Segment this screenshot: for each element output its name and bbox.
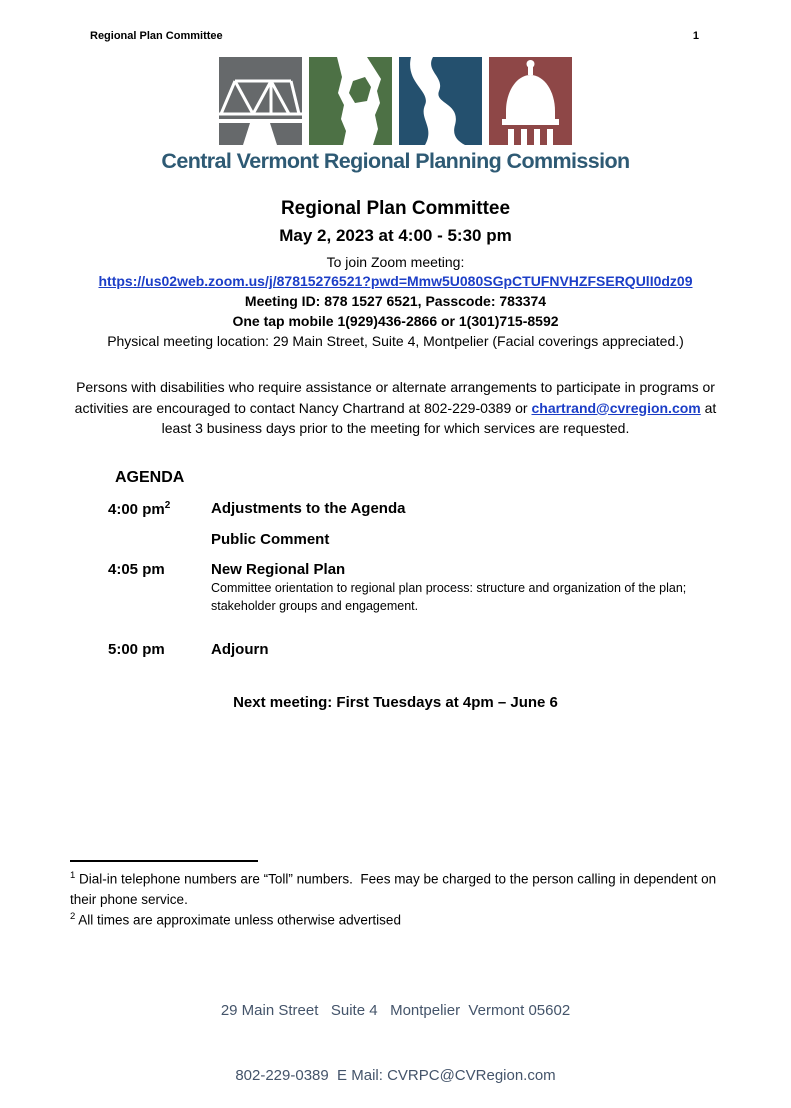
agenda-section <box>108 469 791 658</box>
footnote-1: $^1$ Dial-in telephone numbers are “Toll” numbers. Fees may be charged to the person calling in dependent on their phone service. <box>70 870 720 907</box>
accessibility-text-before: Persons with disabilities who require assistance or alternate arrangements to participate in programs or activities are encouraged to contact Nancy Chartrand at 802-229-0389 or <box>74 379 715 416</box>
logo-panels <box>0 57 791 145</box>
logo-caption: Central Vermont Regional Planning Commission <box>161 149 630 173</box>
cvrpc-logo <box>0 0 791 174</box>
next-meeting-note: Next meeting: First Tuesdays at 4pm – June 6 <box>233 694 558 712</box>
agenda-item <box>108 500 791 518</box>
agenda-item-title: New Regional Plan Committee orientation to regional plan process: structure and organization of the plan; stakeholder groups and engagement. <box>211 561 691 615</box>
agenda-item-title: Adjustments to the Agenda <box>211 500 406 518</box>
page-number: 1 <box>692 30 699 42</box>
agenda-item-time: 4:05 pm <box>108 561 165 579</box>
meeting-heading-block <box>0 198 791 349</box>
capitol-dome-icon <box>489 57 572 145</box>
footnote-separator <box>70 860 258 862</box>
meeting-id-passcode: Meeting ID: 878 1527 6521, Passcode: 783374 <box>244 293 547 309</box>
page-header-title: Regional Plan Committee <box>90 30 223 42</box>
accessibility-text-after: at least 3 business days prior to the meeting for which services are requested. <box>161 399 717 437</box>
contact-email-link[interactable]: chartrand@cvregion.com <box>531 399 701 416</box>
zoom-meeting-link[interactable]: https://us02web.zoom.us/j/87815276521?pwd=Mmw5U080SGpCTUFNVHZFSERQUlI0dz09 <box>98 273 693 289</box>
footnote-1-marker: 1 <box>70 870 76 881</box>
truss-bridge-icon <box>219 57 302 145</box>
meeting-title: Regional Plan Committee <box>280 198 511 219</box>
page-header <box>90 30 699 42</box>
agenda-item-time: 5:00 pm <box>108 641 165 659</box>
footnote-2: $^2$ All times are approximate unless otherwise advertised <box>70 911 401 928</box>
accessibility-notice <box>66 377 726 439</box>
one-tap-mobile: One tap mobile 1(929)436-2866 or 1(301)715-8592 <box>232 313 559 329</box>
agenda-item <box>108 531 791 548</box>
page-footer <box>0 956 791 1108</box>
vermont-state-map-icon <box>309 57 392 145</box>
footer-address: 29 Main Street Suite 4 Montpelier Vermont 05602 <box>220 1001 571 1019</box>
agenda-item <box>108 561 791 615</box>
footer-contact: 802-229-0389 E Mail: CVRPC@CVRegion.com <box>235 1066 556 1084</box>
agenda-item-title: Adjourn <box>211 641 269 659</box>
physical-location: Physical meeting location: 29 Main Street, Suite 4, Montpelier (Facial coverings appreciated.) <box>107 333 684 349</box>
agenda-heading: AGENDA <box>115 469 185 487</box>
agenda-item-time: 4:00 $pm^2$ <box>108 500 171 519</box>
agenda-item-title: Public Comment <box>211 531 330 549</box>
join-zoom-label: To join Zoom meeting: <box>326 254 465 270</box>
footnotes-section <box>70 860 725 931</box>
winding-river-icon <box>399 57 482 145</box>
agenda-item-description: Committee orientation to regional plan process: structure and organization of the plan; stakeholder groups and engagement. <box>211 581 687 613</box>
footnote-ref-2: 2 <box>164 500 171 512</box>
agenda-item-time <box>108 531 211 548</box>
meeting-datetime: May 2, 2023 at 4:00 - 5:30 pm <box>279 226 512 245</box>
agenda-item <box>108 641 791 658</box>
footnote-2-marker: 2 <box>70 911 76 922</box>
